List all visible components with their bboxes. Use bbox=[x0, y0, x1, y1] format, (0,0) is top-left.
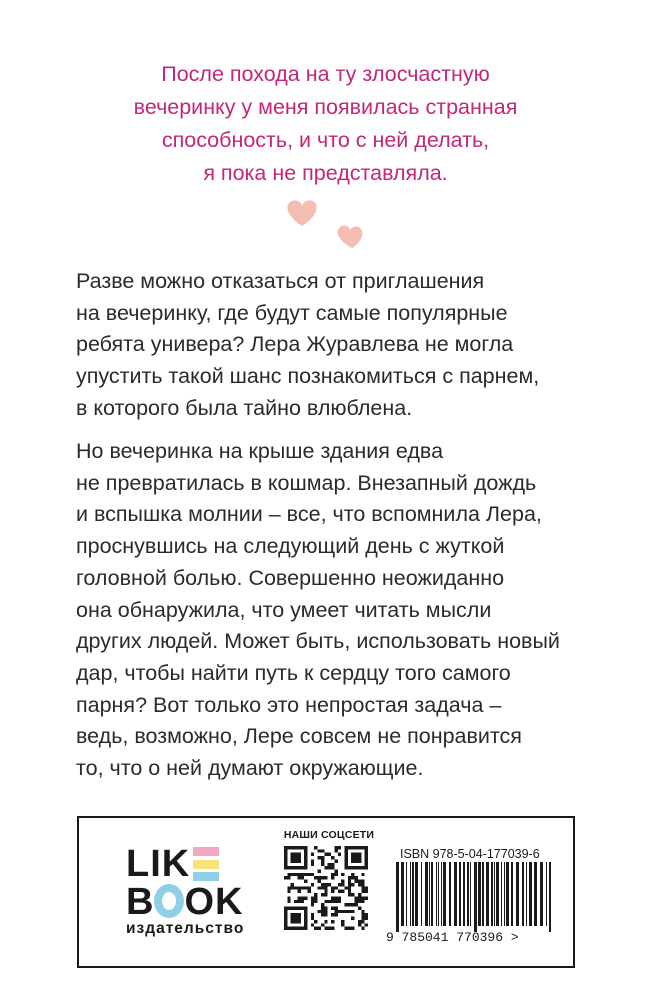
socials bbox=[279, 829, 379, 841]
paragraph-line: проснувшись на следующий день с жуткой bbox=[76, 534, 505, 559]
logo-letters-ok: OK bbox=[184, 881, 244, 923]
tagline-line: После похода на ту злосчастную bbox=[161, 62, 490, 86]
paragraph-line: ведь, возможно, Лере совсем не понравится bbox=[76, 724, 522, 749]
paragraph-line: Но вечеринка на крыше здания едва bbox=[76, 439, 444, 463]
paragraph-line: она обнаружила, что умеет читать мысли bbox=[76, 597, 492, 622]
tagline bbox=[0, 58, 651, 190]
tagline-line: вечеринку у меня появилась странная bbox=[133, 95, 518, 119]
paragraph-line: на вечеринку, где будут самые популярные bbox=[76, 300, 508, 325]
paragraph-line: и вспышка молнии – все, что вспомнила Лера, bbox=[76, 502, 542, 527]
logo-e-blocks bbox=[193, 847, 219, 881]
paragraph-line: не превратилась в кошмар. Внезапный дождь bbox=[76, 470, 537, 495]
paragraph-line: других людей. Может быть, использовать новый bbox=[76, 629, 560, 654]
logo-letter-b: B bbox=[126, 881, 155, 923]
paragraph-2 bbox=[76, 436, 636, 785]
publisher-subtitle: издательство bbox=[126, 920, 245, 937]
tagline-line: способность, и что с ней делать, bbox=[161, 128, 490, 152]
paragraph-line: в которого была тайно влюблена. bbox=[76, 395, 413, 420]
logo-letters-lik: LIK bbox=[126, 843, 191, 885]
paragraph-1 bbox=[76, 266, 636, 425]
logo-o-circle bbox=[154, 883, 184, 921]
qr-code-icon[interactable] bbox=[284, 846, 368, 930]
barcode-icon bbox=[384, 862, 562, 944]
heart-left bbox=[287, 200, 316, 226]
paragraph-line: ребята универа? Лера Журавлева не могла bbox=[76, 332, 514, 357]
barcode-digits: 9 785041 770396 > bbox=[386, 930, 519, 944]
paragraph-line: дар, чтобы найти путь к сердцу того самого bbox=[76, 660, 511, 685]
paragraph-line: упустить такой шанс познакомиться с парнем, bbox=[76, 364, 540, 389]
logo-word-like bbox=[126, 845, 261, 883]
publisher-logo bbox=[126, 845, 261, 945]
paragraph-line: парня? Вот только это непростая задача – bbox=[76, 692, 502, 717]
paragraph-line: Разве можно отказаться от приглашения bbox=[76, 269, 485, 293]
paragraph-line: то, что о ней думают окружающие. bbox=[76, 756, 424, 781]
tagline-line: я пока не представляла. bbox=[203, 161, 448, 185]
heart-right bbox=[338, 226, 363, 248]
paragraph-line: головной болью. Совершенно неожиданно bbox=[76, 565, 505, 590]
logo-word-book bbox=[126, 883, 261, 921]
hearts-icon bbox=[280, 196, 370, 260]
isbn-label: ISBN 978-5-04-177039-6 bbox=[400, 847, 540, 861]
socials-label: НАШИ СОЦСЕТИ bbox=[283, 829, 375, 841]
